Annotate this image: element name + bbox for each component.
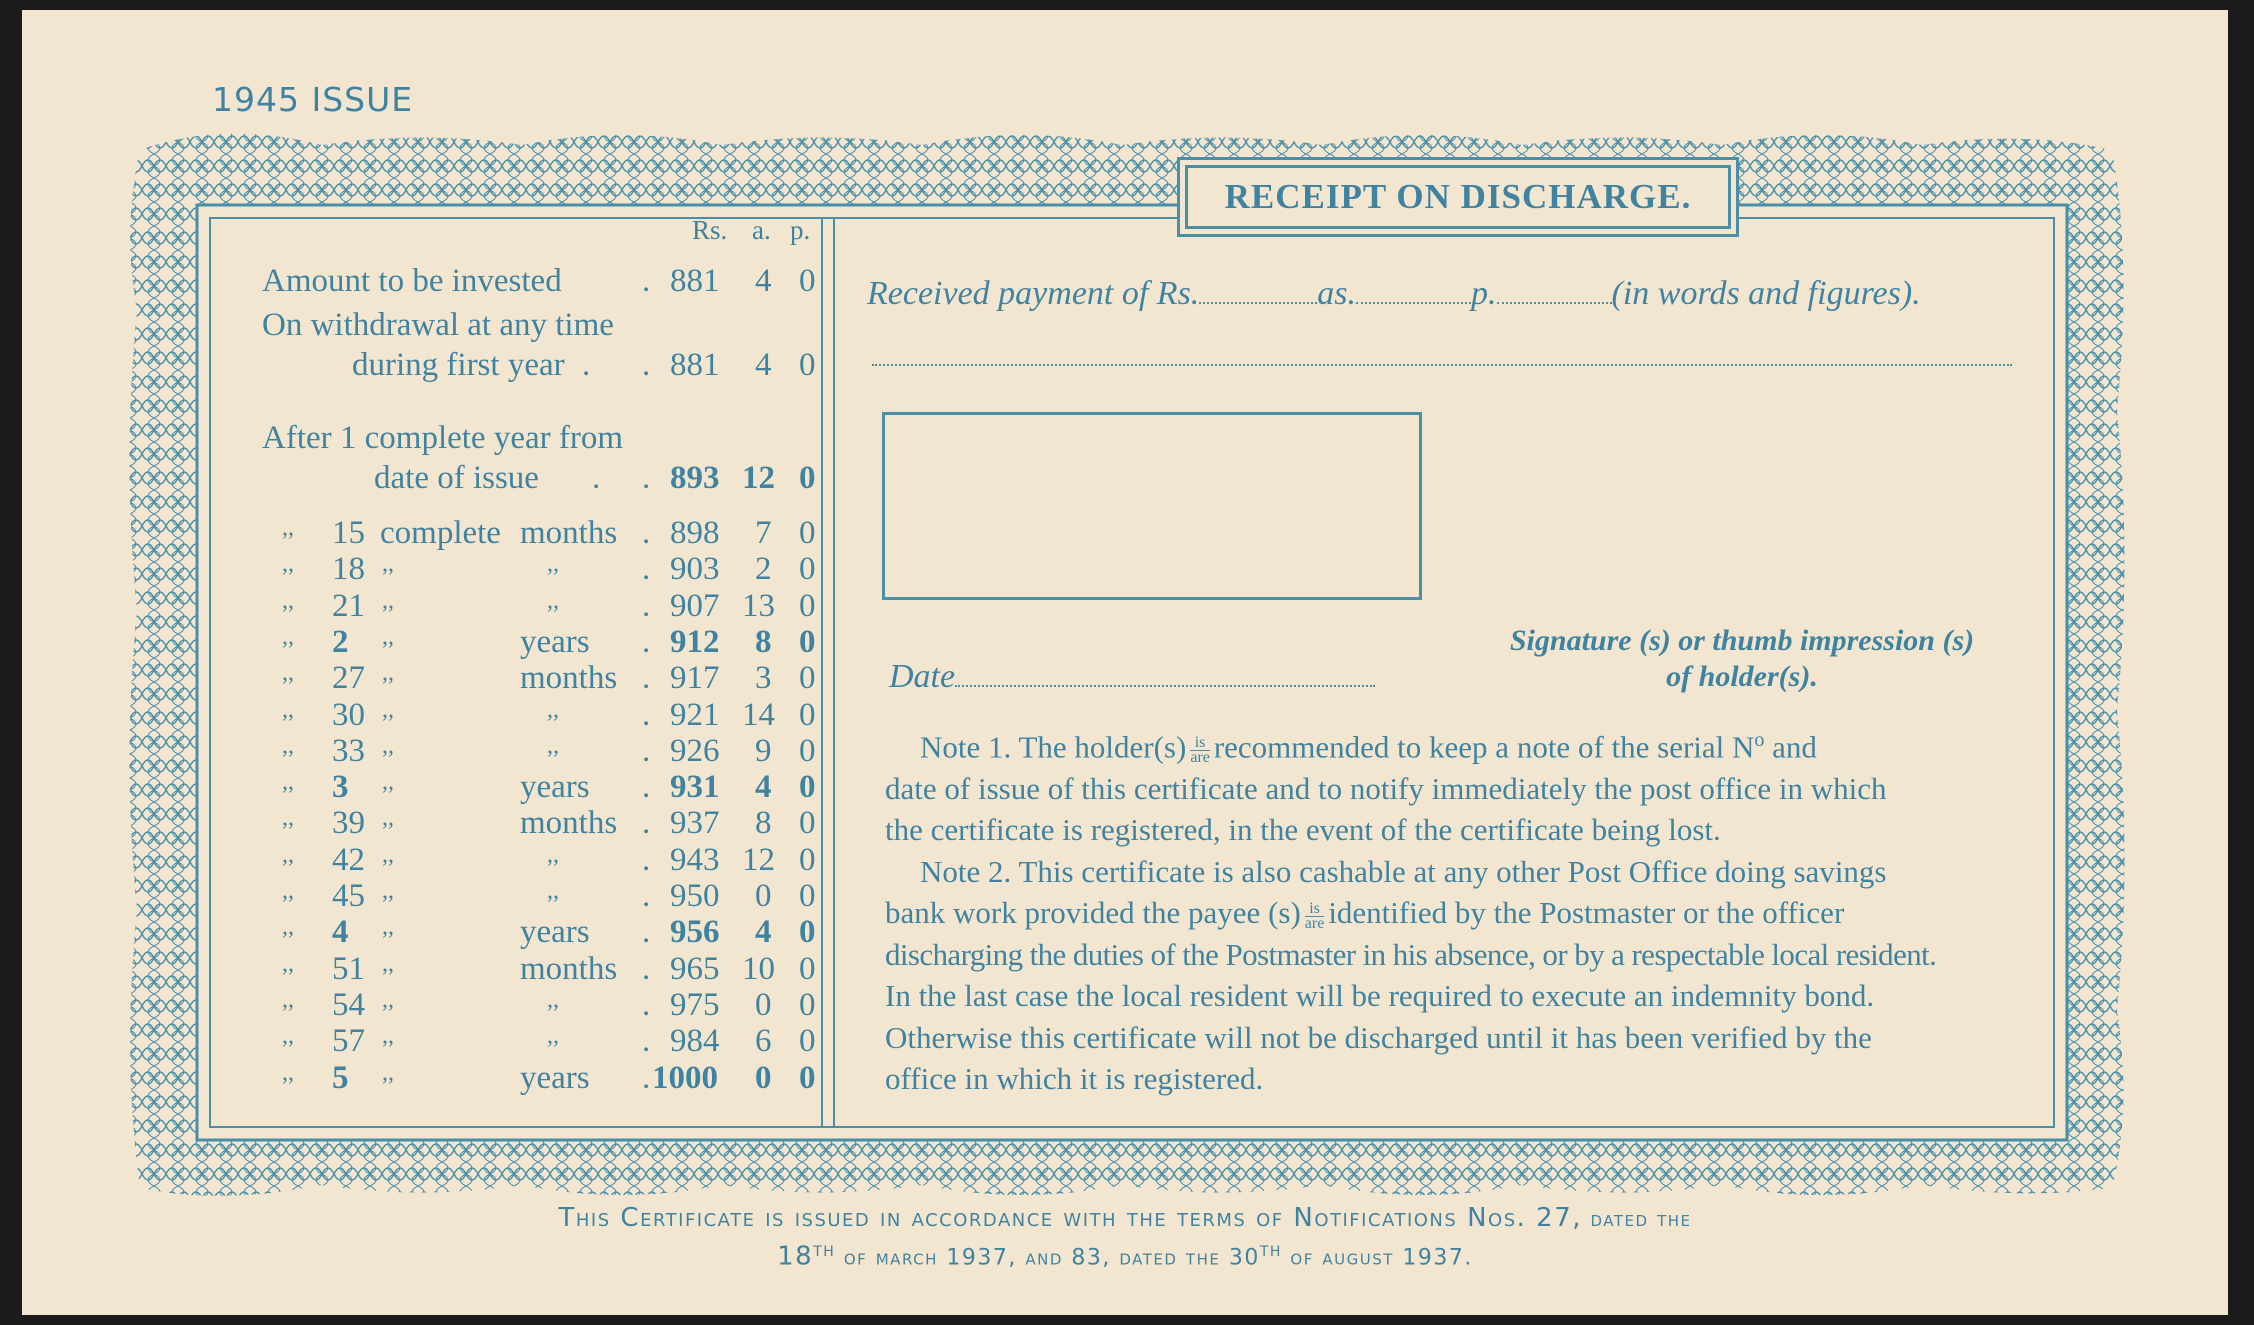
note2-line2: bank work provided the payee (s) $\frac{is}{\text{are}}$ identified by the Postmaster or the officer (885, 895, 1845, 932)
payment-words-line[interactable] (872, 364, 2012, 366)
note2-line3: discharging the duties of the Postmaster in his absence, or by a respectable local resident. (885, 936, 1937, 972)
row-pies: 0 (799, 950, 816, 987)
row-mark: ,, (282, 696, 294, 723)
row-mark: ,, (282, 1059, 294, 1086)
row-mark: . (642, 515, 651, 551)
table-row (237, 769, 822, 805)
row-unit-ditto: ,, (382, 696, 394, 723)
note1-line3: the certificate is registered, in the event of the certificate being lost. (885, 812, 1721, 848)
table-row (237, 588, 822, 624)
row-pies: 0 (799, 878, 816, 914)
row-unit: ,, (547, 841, 559, 868)
row-annas: 7 (755, 515, 772, 551)
row-unit-ditto: ,, (382, 551, 394, 578)
row-period: 4 (332, 914, 349, 951)
row-rupees: 1000 (652, 1059, 718, 1096)
row-mark: . (642, 878, 651, 914)
row-unit: ,, (547, 696, 559, 723)
table-row (237, 914, 822, 950)
row-mark: . (642, 1059, 651, 1096)
row-unit: months (520, 805, 618, 842)
row-mark: ,, (282, 551, 294, 578)
row-rupees: 907 (670, 587, 720, 624)
row-unit-ditto: ,, (382, 587, 394, 614)
row-mark: . (642, 551, 651, 588)
row-unit-ditto: ,, (382, 878, 394, 904)
row-unit-ditto: complete (380, 515, 501, 551)
row-annas: 8 (755, 623, 772, 660)
row-annas: 2 (755, 551, 772, 588)
row-unit: ,, (547, 986, 559, 1013)
row-mark: ,, (282, 732, 294, 759)
row-rupees: 921 (670, 696, 720, 733)
row-unit-ditto: ,, (382, 1059, 394, 1086)
row-rupees: 898 (670, 515, 720, 551)
row-unit-ditto: ,, (382, 950, 394, 977)
row-pies: 0 (799, 805, 816, 842)
row-annas: 0 (755, 878, 772, 914)
row-unit: ,, (547, 587, 559, 614)
row-mark: . (642, 1023, 651, 1060)
table-row (237, 624, 822, 660)
row-annas: 0 (755, 1059, 772, 1096)
date-line: Date (889, 658, 1375, 696)
row-mark: . (642, 623, 651, 660)
row-annas: 0 (755, 986, 772, 1023)
row-pies: 0 (799, 660, 816, 697)
footer-line2: 18TH of march 1937, and 83, dated the 30TH of august 1937. (777, 1241, 1473, 1272)
row-period: 51 (332, 950, 365, 987)
note2-line5: Otherwise this certificate will not be discharged until it has been verified by the (885, 1019, 1872, 1055)
header-p: p. (790, 215, 811, 245)
row-unit: ,, (547, 732, 559, 759)
table-row (237, 1023, 822, 1059)
row-mark: ,, (282, 769, 294, 796)
row-mark: . (642, 986, 651, 1023)
issue-label: 1945 ISSUE (212, 80, 414, 119)
row-period: 18 (332, 551, 365, 588)
row-unit-ditto: ,, (382, 986, 394, 1013)
row-rupees: 937 (670, 805, 720, 842)
row-rupees: 956 (670, 914, 720, 951)
row-unit: years (520, 1059, 590, 1096)
table-row (237, 551, 822, 587)
row-rupees: 965 (670, 950, 720, 987)
row-rupees: 975 (670, 986, 720, 1023)
row-rupees: 912 (670, 623, 720, 660)
row-rupees: 917 (670, 660, 720, 697)
received-payment-line: Received payment of Rs. as. p. (in words and figures). (867, 275, 1921, 312)
row-annas: 13 (742, 587, 775, 624)
row-mark: . (642, 732, 651, 769)
row-unit: months (520, 950, 618, 987)
row-period: 21 (332, 587, 365, 624)
withdrawal-row: during first year . . 881 4 0 (352, 347, 816, 383)
note2-line4: In the last case the local resident will be required to execute an indemnity bond. (885, 978, 1875, 1014)
revenue-stamp-box (882, 412, 1422, 600)
row-period: 54 (332, 986, 365, 1023)
table-row (237, 842, 822, 878)
row-rupees: 950 (670, 878, 720, 914)
note2-line6: office in which it is registered. (885, 1061, 1264, 1097)
row-rupees: 903 (670, 551, 720, 588)
row-mark: . (642, 587, 651, 624)
row-pies: 0 (799, 1059, 816, 1096)
row-period: 5 (332, 1059, 349, 1096)
row-annas: 4 (755, 769, 772, 806)
row-period: 45 (332, 878, 365, 914)
row-mark: ,, (282, 878, 294, 904)
row-mark: . (642, 660, 651, 697)
row-unit-ditto: ,, (382, 623, 394, 650)
row-unit: years (520, 769, 590, 806)
table-row (237, 733, 822, 769)
row-period: 15 (332, 515, 365, 551)
row-mark: ,, (282, 950, 294, 977)
row-mark: ,, (282, 1023, 294, 1050)
after-label-row: After 1 complete year from (262, 420, 624, 456)
table-row (237, 805, 822, 841)
row-mark: ,, (282, 515, 294, 541)
row-period: 2 (332, 623, 349, 660)
row-mark: . (642, 914, 651, 951)
row-rupees: 926 (670, 732, 720, 769)
row-mark: ,, (282, 914, 294, 941)
amount-invested-label: Amount to be invested (262, 263, 562, 299)
row-annas: 12 (742, 841, 775, 878)
header-a: a. (752, 215, 771, 245)
row-pies: 0 (799, 914, 816, 951)
row-mark: . (642, 950, 651, 987)
row-rupees: 943 (670, 841, 720, 878)
table-row (237, 878, 822, 914)
row-unit: years (520, 623, 590, 660)
row-pies: 0 (799, 515, 816, 551)
date-field[interactable] (955, 685, 1375, 687)
certificate-card (22, 10, 2228, 1315)
withdrawal-label-row: On withdrawal at any time (262, 307, 614, 343)
row-annas: 8 (755, 805, 772, 842)
table-row (237, 697, 822, 733)
table-row (237, 951, 822, 987)
after-row: date of issue . . 893 12 0 (374, 460, 816, 496)
row-unit: ,, (547, 551, 559, 578)
row-unit-ditto: ,, (382, 805, 394, 832)
row-annas: 6 (755, 1023, 772, 1060)
row-period: 30 (332, 696, 365, 733)
row-unit-ditto: ,, (382, 1023, 394, 1050)
row-unit: ,, (547, 1023, 559, 1050)
row-annas: 9 (755, 732, 772, 769)
footer-line1: This Certificate is issued in accordance with the terms of Notifications Nos. 27, dated the (558, 1203, 1692, 1233)
row-rupees: 984 (670, 1023, 720, 1060)
row-mark: ,, (282, 623, 294, 650)
row-mark: ,, (282, 587, 294, 614)
row-unit-ditto: ,, (382, 660, 394, 687)
row-unit-ditto: ,, (382, 732, 394, 759)
row-unit-ditto: ,, (382, 914, 394, 941)
row-rupees: 931 (670, 769, 720, 806)
row-unit: months (520, 515, 618, 551)
note2-line1: Note 2. This certificate is also cashable at any other Post Office doing savings (920, 853, 1887, 889)
header-rs: Rs. (692, 215, 728, 245)
row-mark: . (642, 841, 651, 878)
table-row (237, 515, 822, 551)
row-pies: 0 (799, 587, 816, 624)
row-unit-ditto: ,, (382, 841, 394, 868)
row-mark: ,, (282, 986, 294, 1013)
row-period: 57 (332, 1023, 365, 1060)
row-period: 42 (332, 841, 365, 878)
row-mark: ,, (282, 841, 294, 868)
row-unit: months (520, 660, 618, 697)
row-pies: 0 (799, 841, 816, 878)
row-mark: . (642, 769, 651, 806)
row-period: 3 (332, 769, 349, 806)
footer-notice (22, 1202, 2228, 1274)
row-annas: 4 (755, 914, 772, 951)
row-pies: 0 (799, 696, 816, 733)
receipt-title: RECEIPT ON DISCHARGE. (1185, 165, 1731, 229)
row-annas: 10 (742, 950, 775, 987)
notes (885, 720, 2015, 1100)
row-pies: 0 (799, 623, 816, 660)
row-pies: 0 (799, 551, 816, 588)
row-annas: 14 (742, 696, 775, 733)
table-row (237, 660, 822, 696)
row-unit: ,, (547, 878, 559, 904)
row-period: 39 (332, 805, 365, 842)
table-row (237, 987, 822, 1023)
row-pies: 0 (799, 732, 816, 769)
note1-line2: date of issue of this certificate and to notify immediately the post office in which (885, 770, 1887, 806)
row-unit: years (520, 914, 590, 951)
signature-label: Signature (s) or thumb impression (s) of holder(s). (1509, 624, 1975, 693)
row-period: 27 (332, 660, 365, 697)
row-mark: ,, (282, 660, 294, 687)
amount-invested-row: Amount to be invested . 881 4 0 (262, 263, 816, 299)
note1-line1: Note 1. The holder(s) $\frac{is}{\text{are}}$ recommended to keep a note of the serial $N^o$ and (920, 729, 1817, 766)
row-unit-ditto: ,, (382, 769, 394, 796)
row-mark: . (642, 696, 651, 733)
row-annas: 3 (755, 660, 772, 697)
row-pies: 0 (799, 769, 816, 806)
row-pies: 0 (799, 1023, 816, 1060)
row-period: 33 (332, 732, 365, 769)
row-mark: ,, (282, 805, 294, 832)
row-mark: . (642, 805, 651, 842)
row-pies: 0 (799, 986, 816, 1023)
table-row (237, 1060, 822, 1096)
